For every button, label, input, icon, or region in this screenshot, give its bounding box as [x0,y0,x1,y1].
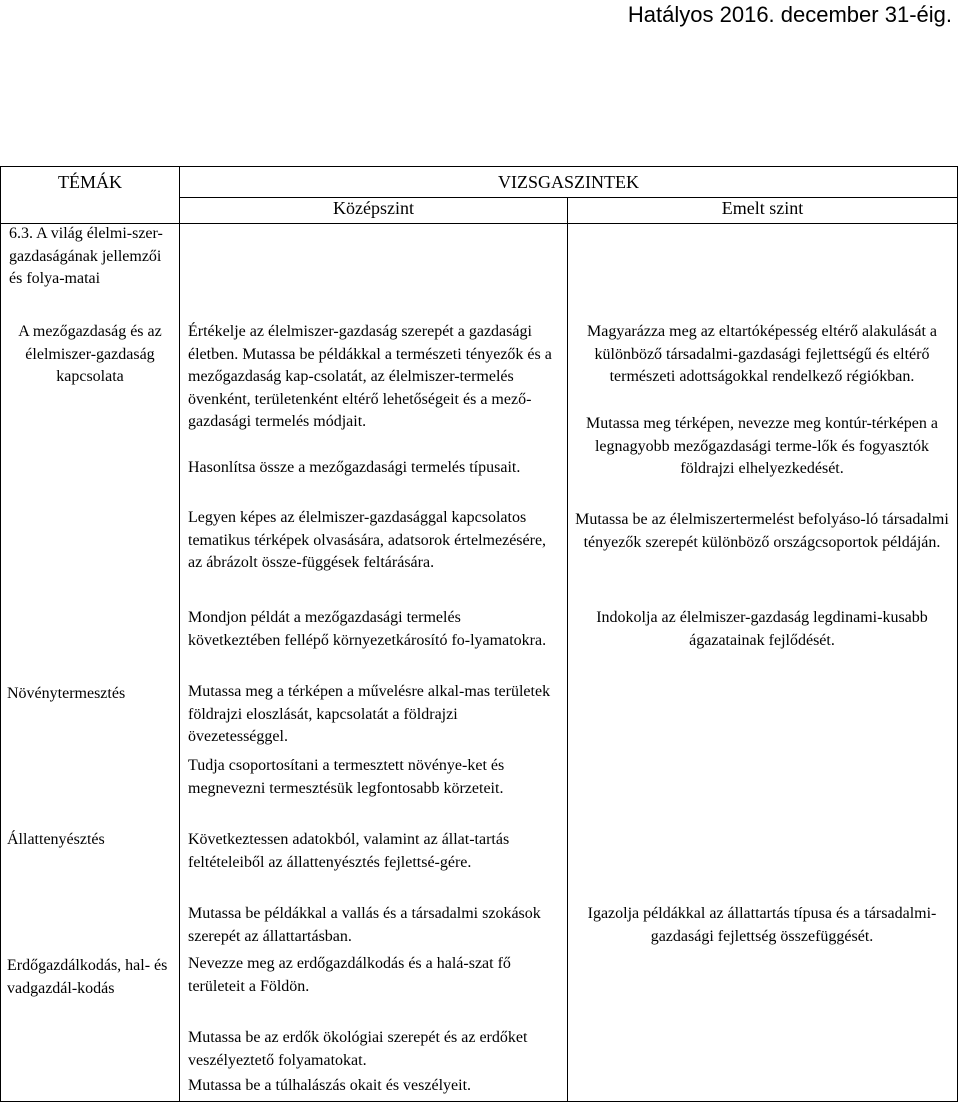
topic-agriculture-food: A mezőgazdaság és az élelmiszer-gazdaság kapcsolata [18,323,162,385]
validity-note: Hatályos 2016. december 31-éig. [627,2,952,27]
advanced-level-item: Mutassa be az élelmiszertermelést befolyáso-ló társadalmi tényezők szerepét különböző országcsoportok példáján. [575,511,949,551]
mid-level-item: Hasonlítsa össze a mezőgazdasági termelés típusait. [188,459,521,476]
mid-level-item: Tudja csoportosítani a termesztett növénye-ket és megnevezni termesztésük legfontosabb körzeteit. [188,757,505,797]
mid-level-item: Mutassa be az erdők ökológiai szerepét és az erdőket veszélyeztető folyamatokat. [188,1029,528,1069]
col-header-topics: TÉMÁK [58,172,122,192]
col-header-advanced-level: Emelt szint [721,198,804,218]
advanced-level-item: Magyarázza meg az eltartóképesség eltérő alakulását a különböző társadalmi-gazdasági fejlettségű és eltérő természeti adottságokkal rendelkező régiókban. [586,323,938,385]
col-header-mid-level: Középszint [333,198,414,218]
mid-level-item: Értékelje az élelmiszer-gazdaság szerepét a gazdasági életben. Mutassa be példákkal a természeti tényezők és a mezőgazdaság kap-csolatát, az élelmiszer-termelés övenként, területenként eltérő lehetőségeit és a mező-gazdasági termelés módjait. [188,323,552,430]
topic-forestry-fishing: Erdőgazdálkodás, hal- és vadgazdál-kodás [7,957,168,997]
topic-crop-production: Növénytermesztés [7,685,126,702]
divider-col-1 [179,167,180,1101]
mid-level-item: Mutassa meg a térképen a művelésre alkal-mas területek földrajzi eloszlását, kapcsolatát a földrajzi övezetességgel. [188,683,551,745]
divider-col-2 [567,197,568,1101]
mid-level-item: Mutassa be példákkal a vallás és a társadalmi szokások szerepét az állattartásban. [188,905,541,945]
advanced-level-item: Igazolja példákkal az állattartás típusa és a társadalmi-gazdasági fejlettség összefüggését. [587,905,937,945]
topic-animal-husbandry: Állattenyésztés [7,831,105,848]
mid-level-item: Mutassa be a túlhalászás okait és veszélyeit. [188,1077,472,1094]
mid-level-item: Mondjon példát a mezőgazdasági termelés következtében fellépő környezetkárosító fo-lyamatokra. [188,609,547,649]
advanced-level-item: Mutassa meg térképen, nevezze meg kontúr-térképen a legnagyobb mezőgazdasági terme-lők és fogyasztók földrajzi elhelyezkedését. [586,415,938,477]
col-header-exam-levels: VIZSGASZINTEK [498,172,639,192]
mid-level-item: Legyen képes az élelmiszer-gazdasággal kapcsolatos tematikus térképek olvasására, adatsorok értelmezésére, az ábrázolt össze-függések feltárására. [188,509,547,571]
topic-title: 6.3. A világ élelmi-szer-gazdaságának jellemzői és folya-matai [9,225,163,287]
curriculum-table [0,166,958,1102]
advanced-level-item: Indokolja az élelmiszer-gazdaság legdinami-kusabb ágazatainak fejlődését. [596,609,928,649]
mid-level-item: Következtessen adatokból, valamint az állat-tartás feltételeiből az állattenyésztés fejlettsé-gére. [188,831,510,871]
mid-level-item: Nevezze meg az erdőgazdálkodás és a halá-szat fő területeit a Földön. [188,955,511,995]
